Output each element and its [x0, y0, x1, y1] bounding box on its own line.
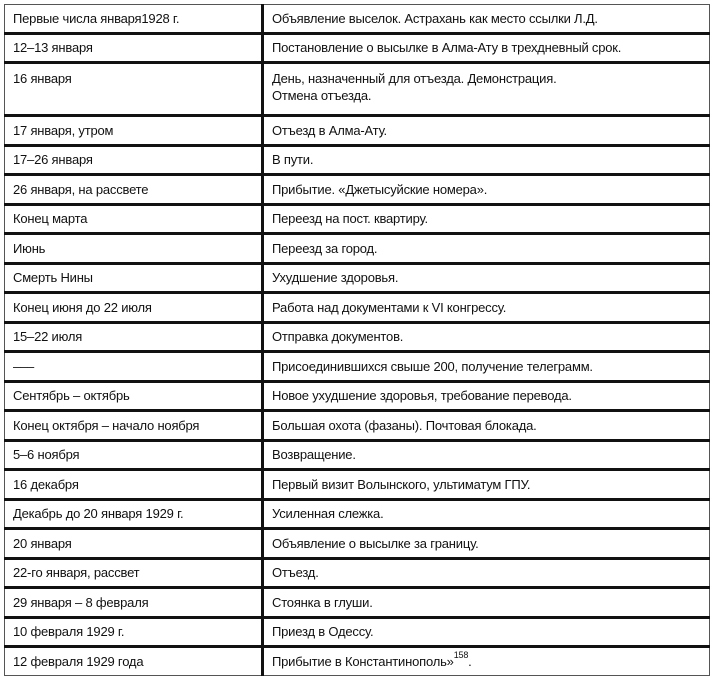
event-cell: Ухудшение здоровья.: [263, 263, 710, 293]
date-cell: 16 января: [5, 63, 263, 116]
table-row: [5, 440, 710, 470]
date-cell: Конец октября – начало ноября: [5, 411, 263, 441]
table-row: [5, 234, 710, 264]
table-row: [5, 293, 710, 323]
event-cell: Переезд за город.: [263, 234, 710, 264]
event-cell: [263, 63, 710, 116]
date-cell: 22-го января, рассвет: [5, 558, 263, 588]
event-cell: Объявление о высылке за границу.: [263, 529, 710, 559]
date-cell: Сентябрь – октябрь: [5, 381, 263, 411]
event-cell: Возвращение.: [263, 440, 710, 470]
date-cell: 12–13 января: [5, 33, 263, 63]
date-cell: 5–6 ноября: [5, 440, 263, 470]
date-cell: 10 февраля 1929 г.: [5, 617, 263, 647]
event-cell: Новое ухудшение здоровья, требование перевода.: [263, 381, 710, 411]
footnote-marker: 158: [453, 650, 469, 661]
table-row: [5, 63, 710, 116]
table-row: [5, 263, 710, 293]
event-cell: В пути.: [263, 145, 710, 175]
date-cell: 26 января, на рассвете: [5, 175, 263, 205]
date-cell: 12 февраля 1929 года: [5, 647, 263, 676]
table-row: [5, 499, 710, 529]
event-cell: Отправка документов.: [263, 322, 710, 352]
event-text: Прибытие в Константинополь»: [272, 653, 454, 669]
event-cell: Первый визит Волынского, ультиматум ГПУ.: [263, 470, 710, 500]
event-cell: Прибытие. «Джетысуйские номера».: [263, 175, 710, 205]
date-cell: 17 января, утром: [5, 116, 263, 146]
table-row: [5, 352, 710, 382]
date-cell: Смерть Нины: [5, 263, 263, 293]
event-cell: Присоединившихся свыше 200, получение телеграмм.: [263, 352, 710, 382]
table-row: [5, 116, 710, 146]
event-line: Отмена отъезда.: [272, 88, 372, 103]
table-row: [5, 204, 710, 234]
date-cell: 17–26 января: [5, 145, 263, 175]
table-row: [5, 322, 710, 352]
event-cell: Стоянка в глуши.: [263, 588, 710, 618]
table-row: [5, 558, 710, 588]
event-cell: Приезд в Одессу.: [263, 617, 710, 647]
table-row: [5, 647, 710, 676]
date-cell: 16 декабря: [5, 470, 263, 500]
table-row: [5, 470, 710, 500]
table-row: [5, 411, 710, 441]
chronology-table: [4, 4, 710, 676]
table-row: [5, 381, 710, 411]
event-cell: Постановление о высылке в Алма-Ату в трехдневный срок.: [263, 33, 710, 63]
date-cell: 20 января: [5, 529, 263, 559]
table-row: [5, 175, 710, 205]
date-cell: –––: [5, 352, 263, 382]
event-cell: Большая охота (фазаны). Почтовая блокада.: [263, 411, 710, 441]
event-cell: Усиленная слежка.: [263, 499, 710, 529]
table-row: [5, 145, 710, 175]
event-tail: .: [468, 653, 472, 669]
table-row: [5, 617, 710, 647]
event-cell: Отъезд в Алма-Ату.: [263, 116, 710, 146]
event-cell: [263, 647, 710, 676]
event-line: День, назначенный для отъезда. Демонстрация.: [272, 71, 557, 86]
date-cell: Первые числа января1928 г.: [5, 5, 263, 34]
table-row: [5, 33, 710, 63]
table-row: [5, 529, 710, 559]
date-cell: 15–22 июля: [5, 322, 263, 352]
event-cell: Переезд на пост. квартиру.: [263, 204, 710, 234]
date-cell: Декабрь до 20 января 1929 г.: [5, 499, 263, 529]
table-row: [5, 5, 710, 34]
event-cell: Отъезд.: [263, 558, 710, 588]
date-cell: Конец июня до 22 июля: [5, 293, 263, 323]
event-cell: Объявление выселок. Астрахань как место ссылки Л.Д.: [272, 10, 598, 26]
date-cell: Июнь: [5, 234, 263, 264]
event-cell: Работа над документами к VI конгрессу.: [263, 293, 710, 323]
date-cell: 29 января – 8 февраля: [5, 588, 263, 618]
date-cell: Конец марта: [5, 204, 263, 234]
table-row: [5, 588, 710, 618]
